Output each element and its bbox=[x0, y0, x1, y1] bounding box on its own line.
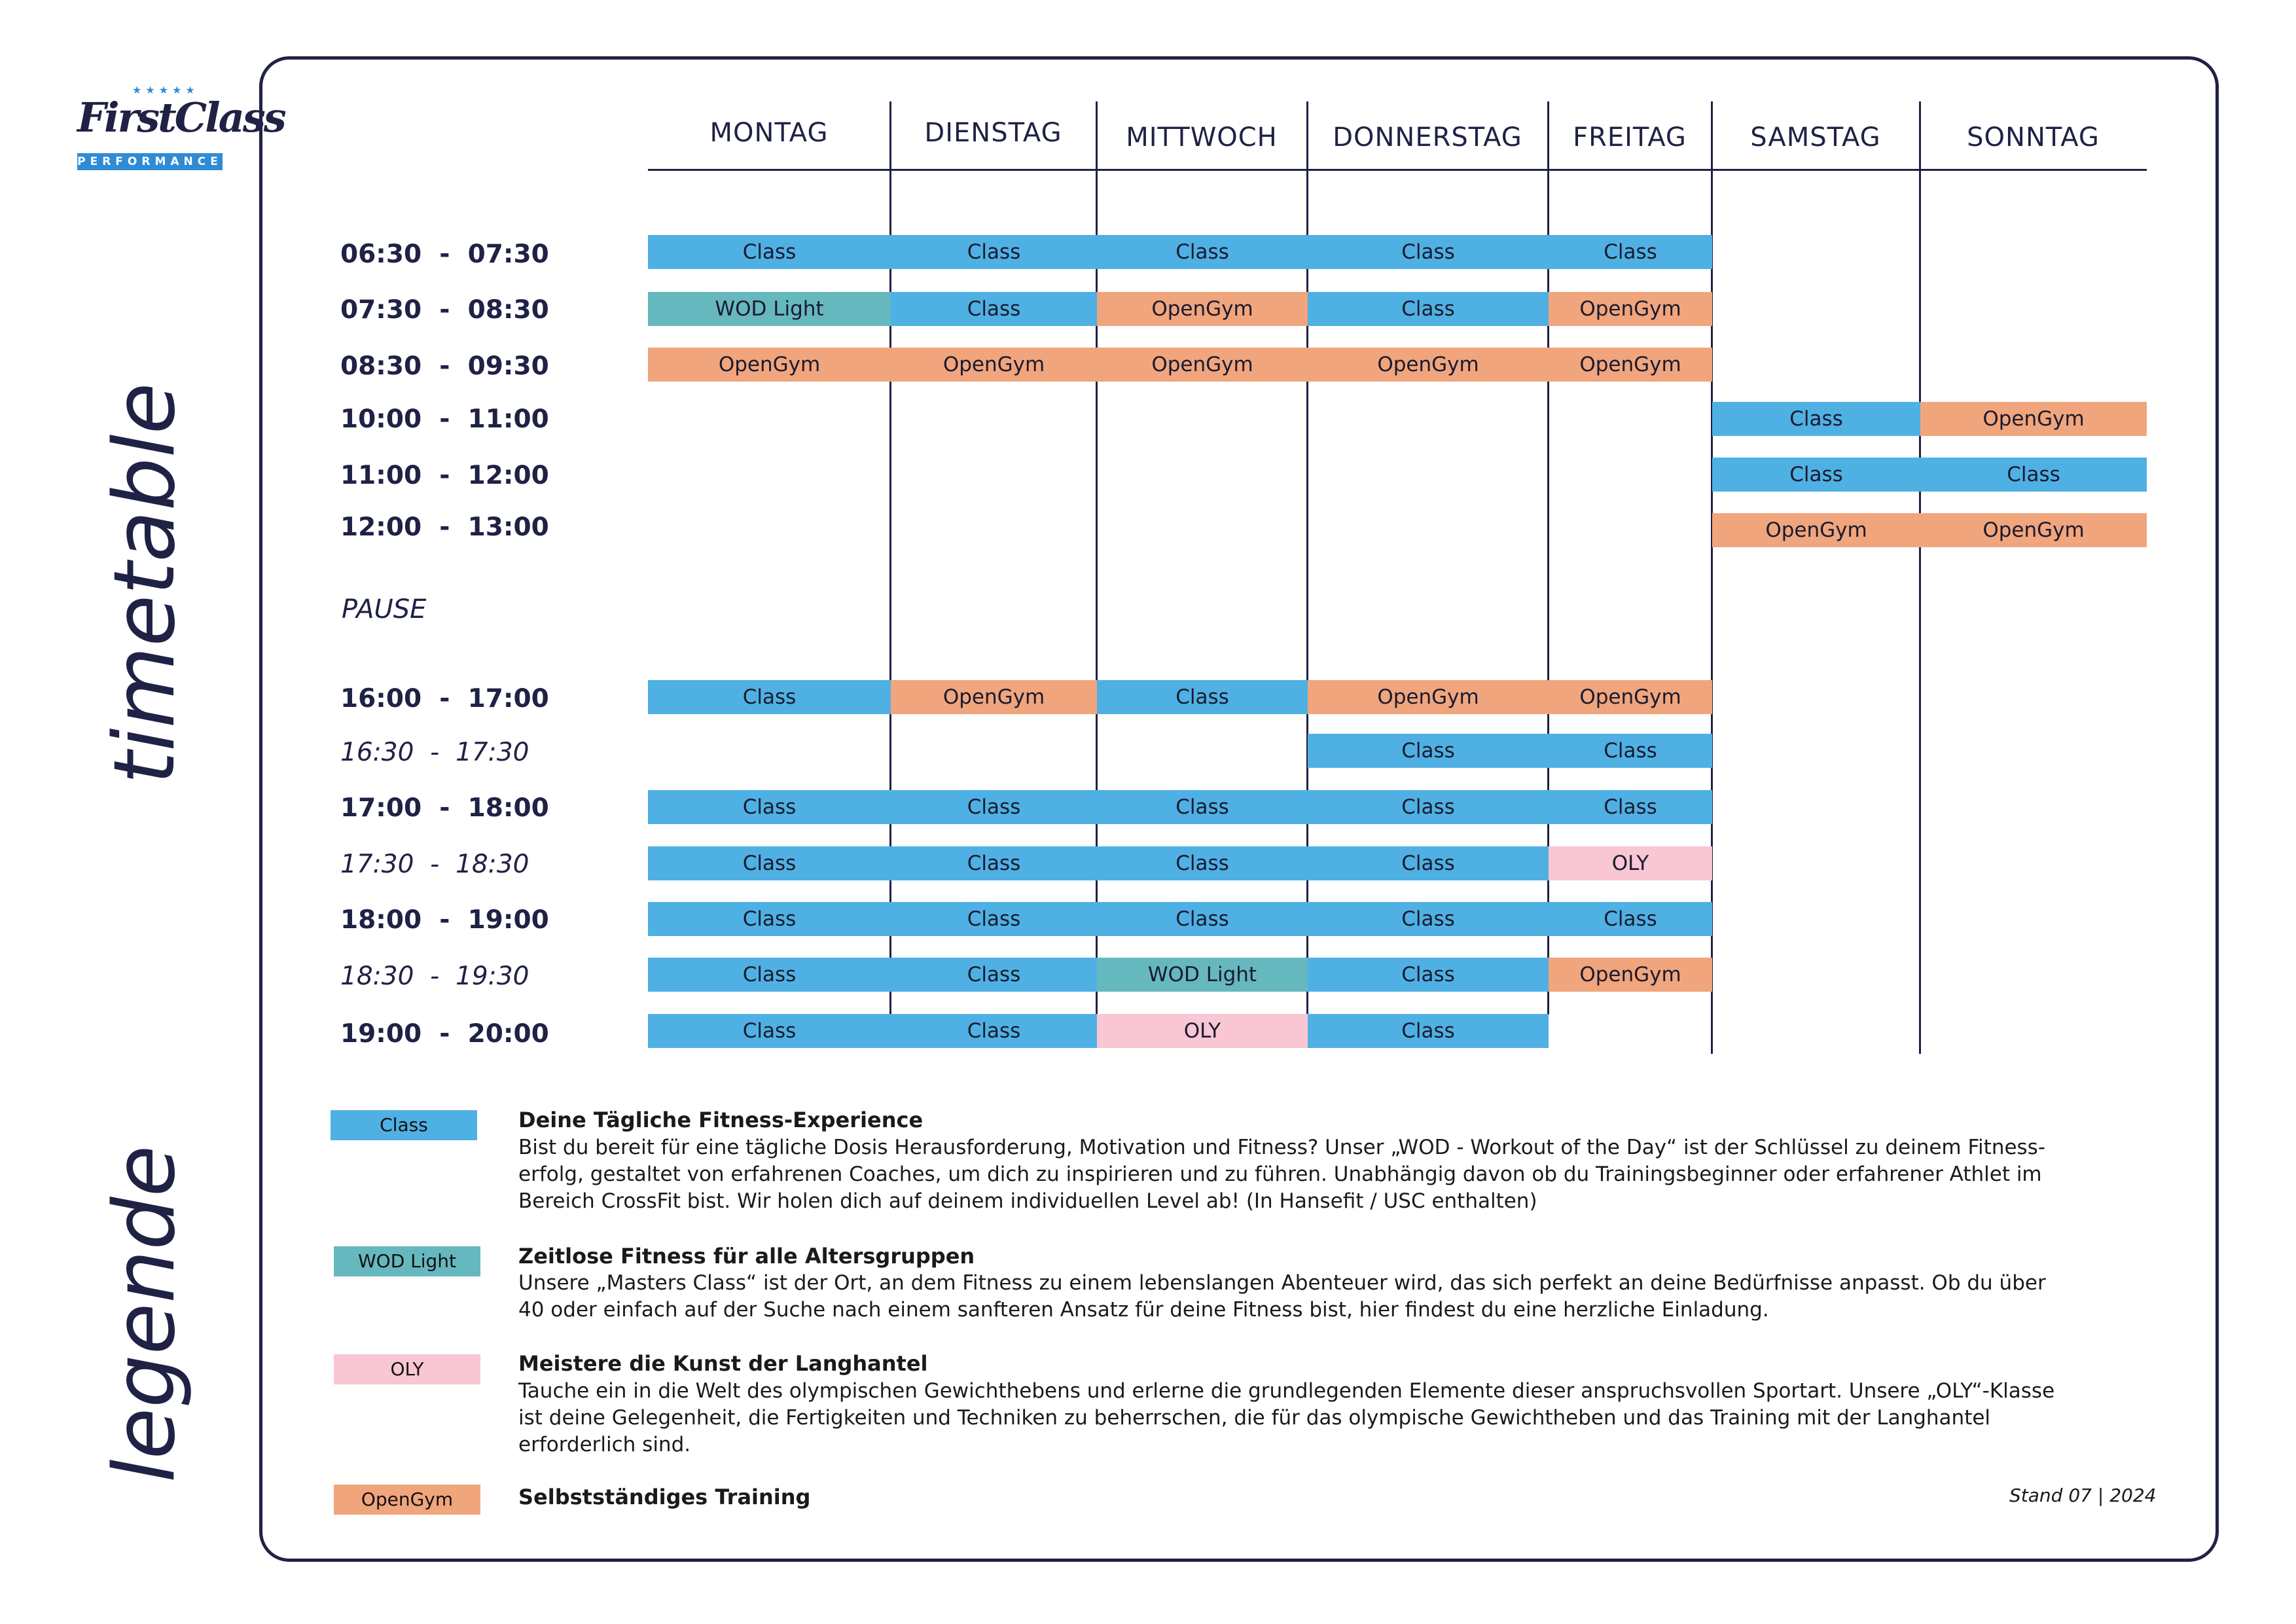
day-header-saturday: SAMSTAG bbox=[1750, 122, 1881, 153]
time-label: 07:30 - 08:30 bbox=[340, 295, 549, 325]
legend-title: Selbstständiges Training bbox=[518, 1485, 811, 1509]
section-title-timetable: timetable bbox=[96, 382, 194, 784]
schedule-cell-opengym: OpenGym bbox=[1920, 513, 2147, 547]
schedule-cell-class: Class bbox=[1920, 458, 2147, 492]
schedule-cell-opengym: OpenGym bbox=[891, 680, 1097, 714]
legend-swatch-opengym: OpenGym bbox=[334, 1485, 480, 1515]
section-title-legende: legende bbox=[96, 1145, 194, 1483]
pause-label: PAUSE bbox=[342, 594, 427, 624]
logo bbox=[72, 84, 285, 175]
legend-text: Bist du bereit für eine tägliche Dosis Herausforderung, Motivation und Fitness? Unser „WOD - Workout of the Day“ ist der Schlüssel zu deinem Fitness-erfolg, gestaltet von erfahrenen Coaches, um dich zu inspirieren und zu führen. Unabhängig davon ob du Trainingsbeginner oder erfahrener Athlet im Bereich CrossFit bist. Wir holen dich auf deinem individuellen Level ab! (In Hansefit / USC enthalten) bbox=[518, 1136, 2046, 1213]
schedule-cell-opengym: OpenGym bbox=[1549, 292, 1712, 326]
schedule-cell-class: Class bbox=[1097, 846, 1308, 880]
schedule-cell-class: Class bbox=[891, 292, 1097, 326]
schedule-cell-wod: WOD Light bbox=[648, 292, 891, 326]
schedule-cell-class: Class bbox=[891, 790, 1097, 824]
schedule-cell-class: Class bbox=[648, 958, 891, 992]
schedule-cell-class: Class bbox=[1308, 846, 1549, 880]
schedule-cell-wod: WOD Light bbox=[1097, 958, 1308, 992]
schedule-cell-class: Class bbox=[1097, 902, 1308, 936]
schedule-cell-class: Class bbox=[1308, 235, 1549, 269]
legend-swatch-class: Class bbox=[331, 1110, 477, 1140]
schedule-cell-opengym: OpenGym bbox=[1549, 348, 1712, 382]
schedule-cell-class: Class bbox=[1549, 734, 1712, 768]
schedule-cell-opengym: OpenGym bbox=[1308, 680, 1549, 714]
schedule-cell-class: Class bbox=[648, 902, 891, 936]
schedule-cell-class: Class bbox=[1308, 958, 1549, 992]
schedule-cell-opengym: OpenGym bbox=[1549, 958, 1712, 992]
schedule-cell-class: Class bbox=[1097, 235, 1308, 269]
schedule-cell-class: Class bbox=[1549, 790, 1712, 824]
time-label: 18:30 - 19:30 bbox=[340, 962, 529, 991]
logo-stars-icon: ★★★★★ bbox=[132, 84, 199, 96]
schedule-cell-class: Class bbox=[648, 790, 891, 824]
time-label: 18:00 - 19:00 bbox=[340, 905, 549, 935]
schedule-cell-class: Class bbox=[648, 846, 891, 880]
schedule-cell-class: Class bbox=[1308, 790, 1549, 824]
legend-title: Zeitlose Fitness für alle Altersgruppen bbox=[518, 1244, 975, 1269]
schedule-cell-class: Class bbox=[1712, 458, 1920, 492]
day-header-monday: MONTAG bbox=[709, 118, 829, 148]
day-header-friday: FREITAG bbox=[1573, 122, 1687, 153]
schedule-cell-opengym: OpenGym bbox=[1549, 680, 1712, 714]
time-label: 16:30 - 17:30 bbox=[340, 738, 529, 767]
schedule-cell-class: Class bbox=[1308, 292, 1549, 326]
schedule-cell-class: Class bbox=[648, 680, 891, 714]
schedule-cell-class: Class bbox=[891, 902, 1097, 936]
schedule-cell-class: Class bbox=[1549, 902, 1712, 936]
time-label: 11:00 - 12:00 bbox=[340, 461, 549, 490]
schedule-cell-class: Class bbox=[1549, 235, 1712, 269]
schedule-cell-opengym: OpenGym bbox=[1097, 348, 1308, 382]
schedule-cell-opengym: OpenGym bbox=[1308, 348, 1549, 382]
schedule-cell-class: Class bbox=[1308, 734, 1549, 768]
time-label: 08:30 - 09:30 bbox=[340, 352, 549, 381]
legend-swatch-wod-light: WOD Light bbox=[334, 1246, 480, 1276]
schedule-cell-opengym: OpenGym bbox=[1097, 292, 1308, 326]
schedule-cell-opengym: OpenGym bbox=[1920, 402, 2147, 436]
schedule-cell-class: Class bbox=[1097, 680, 1308, 714]
header-rule bbox=[648, 169, 2147, 171]
schedule-cell-class: Class bbox=[891, 958, 1097, 992]
column-divider bbox=[1919, 101, 1921, 1054]
schedule-cell-class: Class bbox=[891, 1014, 1097, 1048]
time-label: 06:30 - 07:30 bbox=[340, 240, 549, 269]
day-header-thursday: DONNERSTAG bbox=[1333, 122, 1522, 153]
schedule-cell-oly: OLY bbox=[1097, 1014, 1308, 1048]
legend-swatch-oly: OLY bbox=[334, 1354, 480, 1384]
schedule-cell-opengym: OpenGym bbox=[891, 348, 1097, 382]
legend-title: Deine Tägliche Fitness-Experience bbox=[518, 1108, 924, 1132]
schedule-cell-class: Class bbox=[1308, 1014, 1549, 1048]
schedule-cell-class: Class bbox=[1712, 402, 1920, 436]
stand-date: Stand 07 | 2024 bbox=[2009, 1485, 2157, 1506]
day-header-wednesday: MITTWOCH bbox=[1126, 122, 1278, 153]
legend-text: Unsere „Masters Class“ ist der Ort, an dem Fitness zu einem lebenslangen Abenteuer wird, das sich perfekt an deine Bedürfnisse anpasst. Ob du über 40 oder einfach auf der Suche nach einem sanfteren Ansatz für deine Fitness bist, hier findest du eine herzliche Einladung. bbox=[518, 1271, 2046, 1322]
time-label: 19:00 - 20:00 bbox=[340, 1019, 549, 1049]
time-label: 10:00 - 11:00 bbox=[340, 405, 549, 434]
schedule-cell-opengym: OpenGym bbox=[1712, 513, 1920, 547]
schedule-cell-class: Class bbox=[891, 846, 1097, 880]
legend-title: Meistere die Kunst der Langhantel bbox=[518, 1351, 928, 1376]
time-label: 16:00 - 17:00 bbox=[340, 684, 549, 713]
day-header-tuesday: DIENSTAG bbox=[924, 118, 1062, 148]
time-label: 17:30 - 18:30 bbox=[340, 850, 529, 879]
schedule-cell-class: Class bbox=[648, 1014, 891, 1048]
time-label: 12:00 - 13:00 bbox=[340, 513, 549, 542]
schedule-cell-oly: OLY bbox=[1549, 846, 1712, 880]
legend-text: Tauche ein in die Welt des olympischen Gewichthebens und erlerne die grundlegenden Elemente dieser anspruchsvollen Sportart. Unsere „OLY“-Klasse ist deine Gelegenheit, die Fertigkeiten und Techniken zu beherrschen, die für das olympische Gewichtheben und das Training mit der Langhantel erforderlich sind. bbox=[518, 1379, 2055, 1456]
schedule-cell-class: Class bbox=[648, 235, 891, 269]
logo-script: FirstClass bbox=[77, 94, 285, 141]
schedule-cell-class: Class bbox=[1097, 790, 1308, 824]
logo-subtitle: PERFORMANCE bbox=[77, 153, 223, 170]
time-label: 17:00 - 18:00 bbox=[340, 793, 549, 823]
day-header-sunday: SONNTAG bbox=[1967, 122, 2100, 153]
schedule-cell-class: Class bbox=[891, 235, 1097, 269]
schedule-cell-class: Class bbox=[1308, 902, 1549, 936]
schedule-cell-opengym: OpenGym bbox=[648, 348, 891, 382]
